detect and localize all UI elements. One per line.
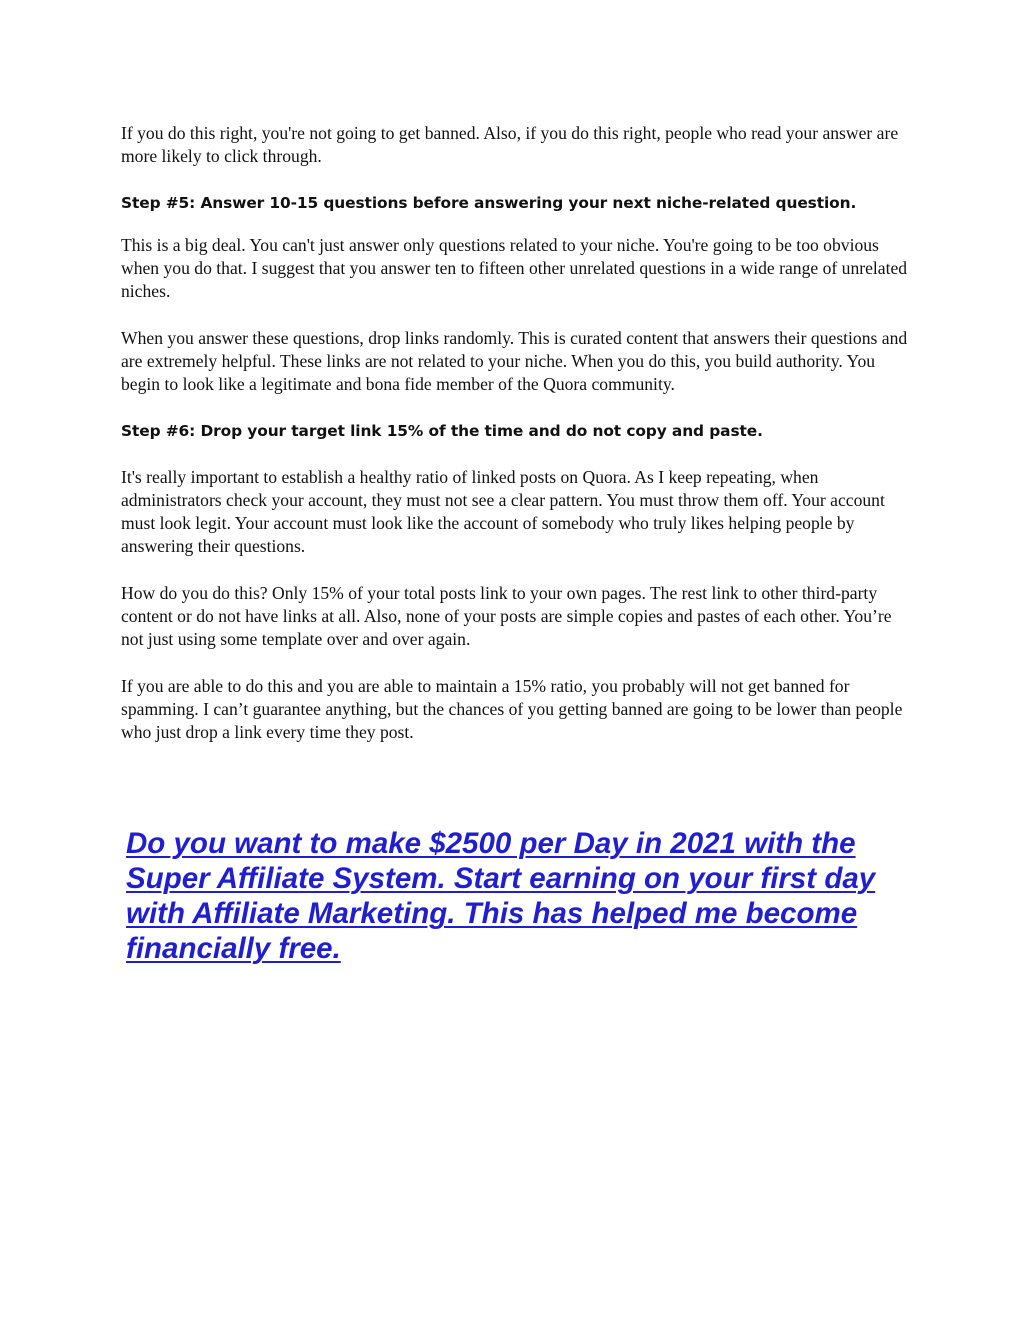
affiliate-cta-link[interactable]: Do you want to make $2500 per Day in 2021 with the Super Affiliate System. Start earning on your first day with Affiliate Marketing. This has helped me become financially free. xyxy=(126,827,876,965)
heading-step-5: Step #5: Answer 10-15 questions before answering your next niche-related question. xyxy=(121,194,857,212)
document-body xyxy=(121,122,911,744)
paragraph-step6-how: How do you do this? Only 15% of your total posts link to your own pages. The rest link to other third-party content or do not have links at all. Also, none of your posts are simple copies and pastes of each other. You’re not just using some template over and over again. xyxy=(121,583,892,649)
paragraph-step6-ratio: It's really important to establish a healthy ratio of linked posts on Quora. As I keep repeating, when administrators check your account, they must not see a clear pattern. You must throw them off. Your account must look legit. Your account must look like the account of somebody who truly likes helping people by answering their questions. xyxy=(121,467,885,556)
paragraph-step5-drop-links: When you answer these questions, drop links randomly. This is curated content that answers their questions and are extremely helpful. These links are not related to your niche. When you do this, you build authority. You begin to look like a legitimate and bona fide member of the Quora community. xyxy=(121,328,908,394)
paragraph-step5-big-deal: This is a big deal. You can't just answer only questions related to your niche. You're going to be too obvious when you do that. I suggest that you answer ten to fifteen other unrelated questions in a wide range of unrelated niches. xyxy=(121,235,908,301)
paragraph-intro: If you do this right, you're not going to get banned. Also, if you do this right, people who read your answer are more likely to click through. xyxy=(121,123,899,166)
paragraph-step6-maintain: If you are able to do this and you are able to maintain a 15% ratio, you probably will not get banned for spamming. I can’t guarantee anything, but the chances of you getting banned are going to be lower than people who just drop a link every time they post. xyxy=(121,676,903,742)
heading-step-6: Step #6: Drop your target link 15% of the time and do not copy and paste. xyxy=(121,422,763,440)
